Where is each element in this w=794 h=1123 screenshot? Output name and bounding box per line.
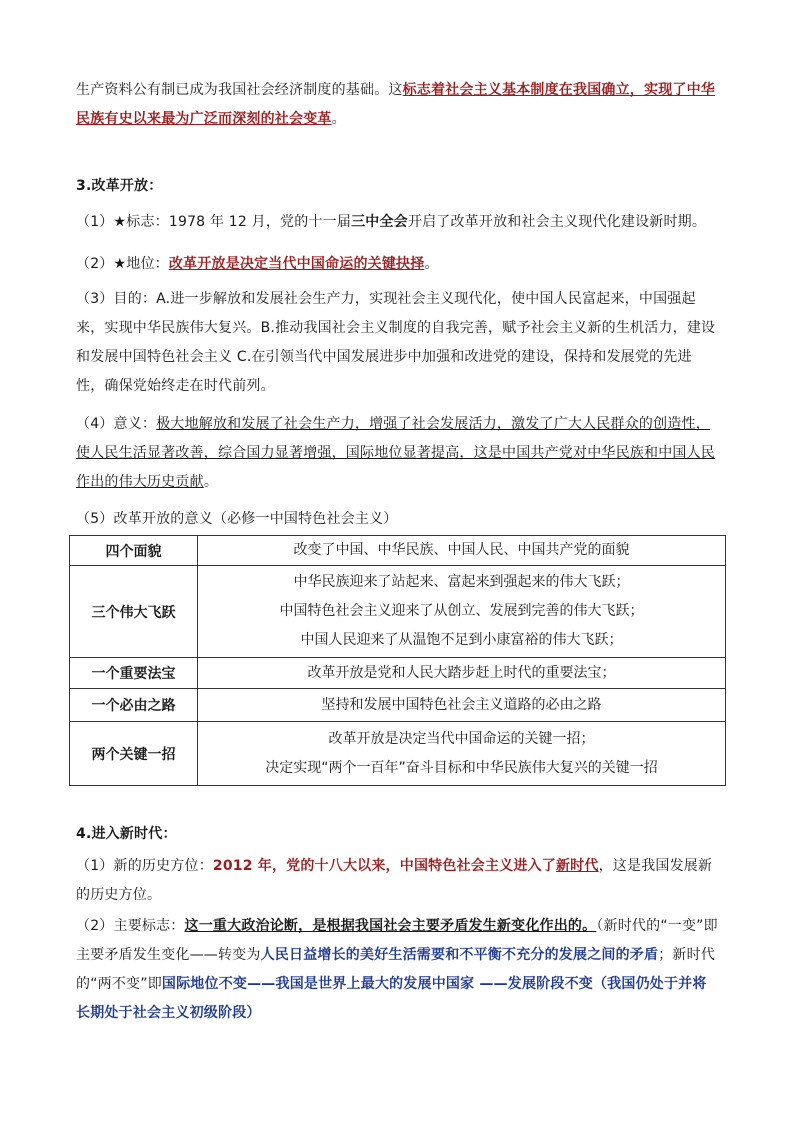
new-era-item-position xyxy=(76,852,720,910)
table-cell-line: 中国人民迎来了从温饱不足到小康富裕的伟大飞跃； xyxy=(300,632,623,648)
table-row-content xyxy=(198,722,726,786)
reform-status-pre: （2）★地位： xyxy=(76,256,169,272)
table-row xyxy=(70,566,726,658)
paragraph-ownership xyxy=(76,76,720,134)
table-row-header: 一个必由之路 xyxy=(70,689,198,722)
ownership-significance: 标志着社会主义基本制度在我国确立，实现了中华民族有史以来最为广泛而深刻的社会变革 xyxy=(76,82,716,127)
table-row-content xyxy=(198,689,726,722)
new-era-sign-status: 国际地位不变——我国是世界上最大的发展中国家 ——发展阶段不变（我国仍处于并将长期处于社会主义初级阶段） xyxy=(76,976,707,1021)
reform-item-purpose: （3）目的：A.进一步解放和发展社会生产力，实现社会主义现代化，使中国人民富起来，中国强起来，实现中华民族伟大复兴。B.推动我国社会主义制度的自我完善，赋予社会主义新的生机活力，建设和发展中国特色社会主义 C.在引领当代中国发展进步中加强和改进党的建设，保持和发展党的先进性，确保党始终走在时代前列。 xyxy=(76,291,716,394)
table-row xyxy=(70,722,726,786)
reform-item-status xyxy=(76,250,720,279)
reform-item-meaning xyxy=(76,410,720,497)
new-era-position-main: 中国特色社会主义进入了 xyxy=(399,858,556,874)
table-row-header: 四个面貌 xyxy=(70,536,198,566)
reform-sign-bold: 三中全会 xyxy=(351,214,408,230)
reform-meaning-underlined: 极大地解放和发展了社会生产力，增强了社会发展活力，激发了广大人民群众的创造性，使人民生活显著改善，综合国力显著增强，国际地位显著提高，这是中国共产党对中华民族和中国人民作出的伟大历史贡献 xyxy=(76,416,715,490)
table-row xyxy=(70,658,726,689)
reform-status-post: 。 xyxy=(424,256,439,272)
table-row-content xyxy=(198,566,726,658)
reform-meaning-pre: （4）意义： xyxy=(76,416,157,432)
table-cell-line: 中国特色社会主义迎来了从创立、发展到完善的伟大飞跃； xyxy=(279,603,644,619)
new-era-sign-judgment: 这一重大政治论断，是根据我国社会主要矛盾发生新变化作出的。 xyxy=(184,918,597,934)
table-row-header: 两个关键一招 xyxy=(70,722,198,786)
table-row xyxy=(70,689,726,722)
new-era-position-keyword: 新时代 xyxy=(555,858,599,874)
table-cell-line: 改革开放是决定当代中国命运的关键一招； xyxy=(328,730,595,747)
reform-status-red: 改革开放是决定当代中国命运的关键抉择 xyxy=(168,256,425,272)
new-era-position-date: 2012 年，党的十八大以来， xyxy=(212,858,400,874)
section-title-reform: 3.改革开放： xyxy=(76,178,163,194)
reform-sign-post: 开启了改革开放和社会主义现代化建设新时期。 xyxy=(407,214,707,230)
new-era-sign-pre: （2）主要标志： xyxy=(76,918,185,934)
table-row xyxy=(70,536,726,566)
reform-item-sign xyxy=(76,208,720,237)
reform-meaning-post: 。 xyxy=(203,474,219,490)
ownership-end: 。 xyxy=(331,111,346,127)
table-row-header: 三个伟大飞跃 xyxy=(70,566,198,658)
table-cell-line: 改革开放是党和人民大踏步赶上时代的重要法宝； xyxy=(307,664,616,681)
table-row-header: 一个重要法宝 xyxy=(70,658,198,689)
new-era-item-sign xyxy=(76,912,720,1028)
reform-sign-pre: （1）★标志：1978 年 12 月，党的十一届 xyxy=(76,214,352,230)
table-row-content xyxy=(198,536,726,566)
table-row-content xyxy=(198,658,726,689)
new-era-sign-contradiction: 人民日益增长的美好生活需要和不平衡不充分的发展之间的矛盾 xyxy=(260,947,659,963)
new-era-position-post: ，这是我国发展新的历史方位。 xyxy=(76,858,713,903)
table-cell-line: 中华民族迎来了站起来、富起来到强起来的伟大飞跃； xyxy=(293,574,630,590)
reform-item-significance-heading: （5）改革开放的意义（必修一中国特色社会主义） xyxy=(76,511,398,527)
reform-significance-table xyxy=(69,535,726,786)
new-era-position-pre: （1）新的历史方位： xyxy=(76,858,213,874)
section-title-new-era: 4.进入新时代： xyxy=(76,826,177,842)
table-cell-line: 坚持和发展中国特色社会主义道路的必由之路 xyxy=(321,696,602,713)
table-cell-line: 决定实现“两个一百年”奋斗目标和中华民族伟大复兴的关键一招 xyxy=(265,759,658,776)
new-era-sign-change: （新时代的“一变”即主要矛盾发生变化——转变为 xyxy=(76,918,718,963)
new-era-sign-unchanged: ；新时代的“两不变”即 xyxy=(76,947,716,992)
table-cell-line: 改变了中国、中华民族、中国人民、中国共产党的面貌 xyxy=(293,542,630,558)
ownership-text: 生产资料公有制已成为我国社会经济制度的基础。这 xyxy=(76,82,403,98)
